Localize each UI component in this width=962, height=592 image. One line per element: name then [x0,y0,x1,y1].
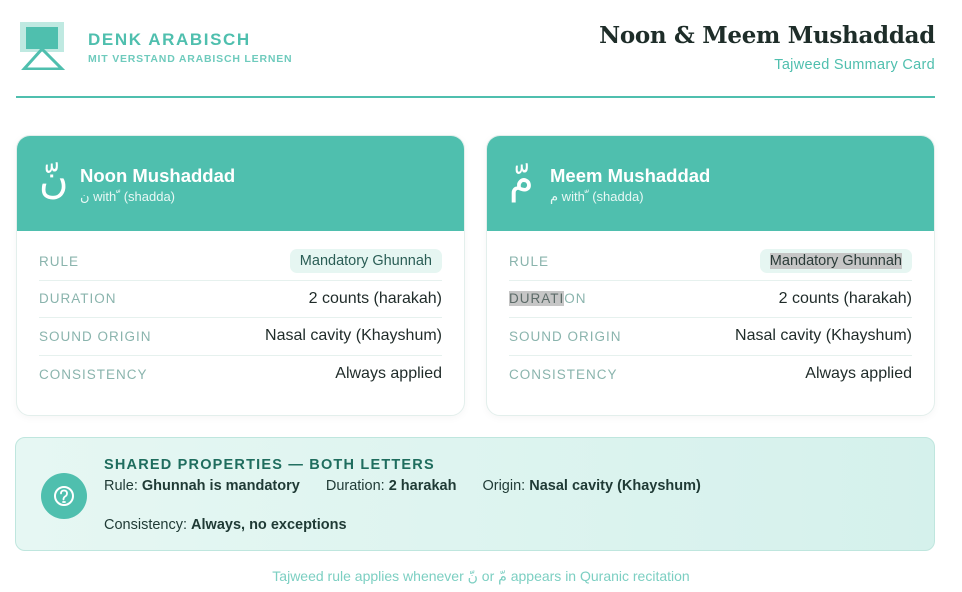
arabic-glyph: نّ [39,157,69,203]
shared-title: SHARED PROPERTIES — BOTH LETTERS [104,457,435,473]
row-value: Always applied [335,365,442,383]
duration-label: Duration: [325,478,385,494]
header [16,18,935,98]
duration-value: 2 harakah [388,478,457,494]
ear-icon [41,473,87,519]
shared-line-1 [104,478,701,494]
title-block [599,22,935,73]
table-row [39,243,442,281]
row-label: SOUND ORIGIN [509,328,622,344]
row-label: RULE [39,253,80,269]
card-rows [17,231,464,393]
rule-pill: Mandatory Ghunnah [290,249,442,273]
page-title: Noon & Meem Mushaddad [599,22,935,49]
shared-line-2 [104,517,347,533]
card-subtitle: م with ّ (shadda) [550,189,644,204]
card-title: Noon Mushaddad [80,165,236,186]
row-label: DURATION [39,291,117,307]
brand [88,30,292,65]
brand-name: DENK ARABISCH [88,30,251,49]
row-value: Nasal cavity (Khayshum) [265,327,442,345]
table-row [509,356,912,394]
footer-note: Tajweed rule applies whenever نّ or مّ appears in Quranic recitation [272,568,690,584]
row-label: RULE [509,253,550,269]
card-title: Meem Mushaddad [550,165,711,186]
card-subtitle: ن with ّ (shadda) [80,189,176,204]
card-header [17,136,464,231]
origin-label: Origin: [482,478,526,494]
row-value: 2 counts (harakah) [778,289,912,307]
table-row [509,318,912,356]
row-value: Always applied [805,365,912,383]
row-label: CONSISTENCY [509,366,618,382]
arabic-glyph: مّ [509,157,534,203]
row-value: 2 counts (harakah) [308,289,442,307]
shared-properties-panel [15,437,935,551]
table-row [509,281,912,319]
easel-logo-icon [20,22,66,70]
row-value: Nasal cavity (Khayshum) [735,327,912,345]
consistency-value: Always, no exceptions [191,517,347,533]
consistency-label: Consistency: [104,517,188,533]
table-row [509,243,912,281]
rule-label: Rule: [104,478,138,494]
selected-text: DURATI [509,291,565,307]
selected-text: Mandatory Ghunnah [769,253,902,270]
row-label [509,291,587,306]
card-meem-mushaddad [486,135,935,416]
row-label: SOUND ORIGIN [39,328,152,344]
page-subtitle: Tajweed Summary Card [774,57,935,73]
row-label: CONSISTENCY [39,366,148,382]
origin-value: Nasal cavity (Khayshum) [529,478,701,494]
card-noon-mushaddad [16,135,465,416]
row-label-rest: ON [564,291,587,307]
table-row [39,356,442,394]
card-header [487,136,934,231]
rule-value: Ghunnah is mandatory [141,478,300,494]
card-rows [487,231,934,393]
table-row [39,318,442,356]
rule-pill [760,249,912,273]
table-row [39,281,442,319]
brand-tagline: MIT VERSTAND ARABISCH LERNEN [88,53,293,65]
